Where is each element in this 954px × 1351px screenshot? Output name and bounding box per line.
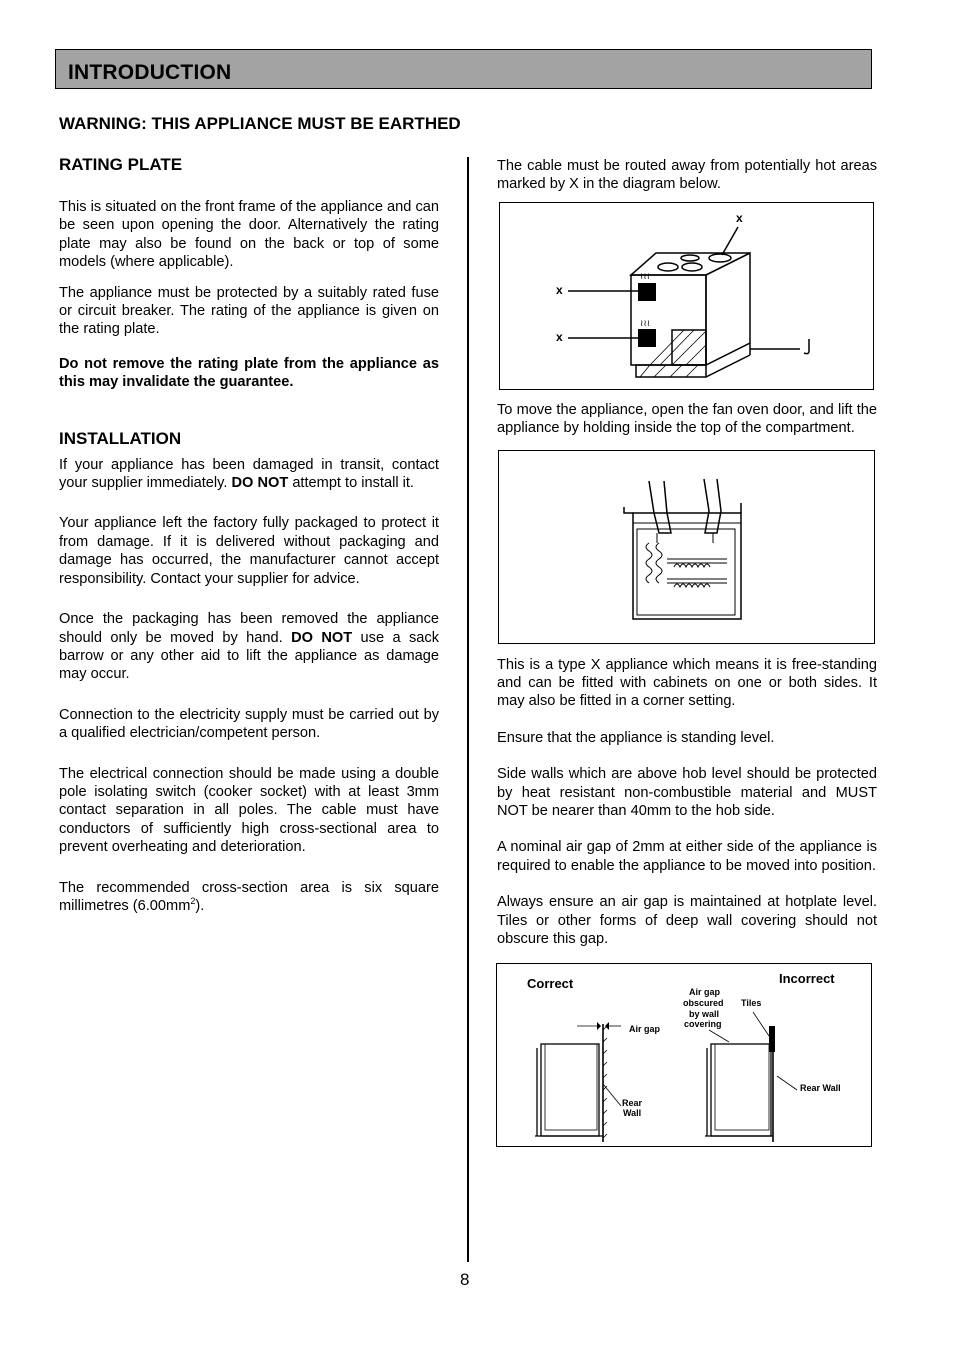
- hot-oven-area: [638, 329, 656, 347]
- cooker-side: [706, 253, 750, 365]
- earthing-warning: WARNING: THIS APPLIANCE MUST BE EARTHED: [59, 114, 461, 133]
- rating-plate-paragraph-2: The appliance must be protected by a suitably rated fuse or circuit breaker. The rating of the appliance is given on the rating plate.: [59, 284, 439, 338]
- superscript: 2: [190, 896, 196, 907]
- label-obscured-2: obscured: [683, 997, 724, 1008]
- hot-areas-diagram: [499, 202, 874, 390]
- label-wall: Wall: [623, 1107, 642, 1118]
- installation-paragraph-6: [59, 879, 439, 916]
- label-x-middle: x: [556, 282, 563, 297]
- installation-paragraph-4: Connection to the electricity supply must be carried out by a qualified electrician/competent person.: [59, 706, 439, 742]
- label-x-top: x: [736, 210, 743, 225]
- installation-paragraph-3: [59, 610, 439, 684]
- heat-symbol: ≀≀≀: [640, 270, 651, 281]
- label-rear-wall-right: Rear Wall: [800, 1082, 841, 1093]
- text-run: The recommended cross-section area is six square millimetres (6.00mm: [59, 879, 439, 914]
- label-obscured-3: by wall: [689, 1008, 720, 1019]
- label-obscured-1: Air gap: [689, 986, 721, 997]
- wall-tiles: [769, 1026, 775, 1052]
- cable-routing-paragraph: The cable must be routed away from potentially hot areas marked by X in the diagram below.: [497, 158, 877, 193]
- installation-paragraph-5: The electrical connection should be made using a double pole isolating switch (cooker socket) with at least 3mm contact separation in all poles. The cable must have conductors of sufficiently high cross-sectional area to prevent overheating and deterioration.: [59, 765, 439, 856]
- hot-grill-area: [638, 283, 656, 301]
- label-obscured-4: covering: [684, 1018, 722, 1029]
- text-run: Once the packaging has been removed the appliance should only be moved by hand.: [59, 611, 439, 646]
- text-run: attempt to install it.: [288, 475, 414, 492]
- air-gap-diagram: [496, 963, 872, 1147]
- incorrect-cooker: [711, 1044, 771, 1136]
- section-banner: [55, 49, 872, 89]
- moving-appliance-paragraph: To move the appliance, open the fan oven door, and lift the appliance by holding inside the top of the compartment.: [497, 401, 877, 437]
- type-x-paragraph: This is a type X appliance which means it is free-standing and can be fitted with cabinets on one or both sides. It may also be fitted in a corner setting.: [497, 656, 877, 710]
- rating-plate-heading: RATING PLATE: [59, 155, 183, 174]
- page-number: 8: [460, 1270, 470, 1289]
- door-edge: [624, 507, 633, 513]
- text-run: ).: [195, 897, 205, 914]
- label-correct: Correct: [527, 975, 574, 991]
- text-run: use a sack barrow or any other aid to lift the appliance as damage may occur.: [59, 629, 439, 683]
- installation-paragraph-2: Your appliance left the factory fully packaged to protect it from damage. If it is delivered without packaging and damage has occurred, the manufacturer cannot accept responsibility. Contact your supplier for advice.: [59, 515, 439, 587]
- left-column: [59, 154, 439, 915]
- hotplate-2: [682, 263, 702, 271]
- hotplate-4: [709, 254, 731, 262]
- left-arm: [649, 481, 671, 533]
- section-title: INTRODUCTION: [68, 61, 232, 84]
- level-paragraph: Ensure that the appliance is standing level.: [497, 729, 775, 746]
- label-air-gap: Air gap: [629, 1023, 661, 1034]
- air-gap-paragraph: A nominal air gap of 2mm at either side of the appliance is required to enable the appliance to be moved into position.: [497, 839, 877, 874]
- cooker-plinth: [636, 365, 706, 377]
- label-tiles: Tiles: [741, 997, 762, 1008]
- correct-cooker: [541, 1044, 599, 1136]
- emphasis-do-not: DO NOT: [231, 475, 289, 492]
- label-x-lower: x: [556, 329, 563, 344]
- installation-heading: INSTALLATION: [59, 428, 182, 448]
- hotplate-1: [658, 263, 678, 271]
- side-walls-paragraph: Side walls which are above hob level should be protected by heat resistant non-combustible material and MUST NOT be nearer than 40mm to the hob side.: [497, 766, 877, 820]
- text-run: If your appliance has been damaged in transit, contact your supplier immediately.: [59, 456, 439, 492]
- label-rear: Rear: [622, 1097, 643, 1108]
- hotplate-gap-paragraph: Always ensure an air gap is maintained at hotplate level. Tiles or other forms of deep wall covering should not obscure this gap.: [497, 894, 877, 948]
- heat-symbol: ≀≀≀: [640, 317, 651, 328]
- rating-plate-notice: Do not remove the rating plate from the appliance as this may invalidate the guarantee.: [59, 355, 439, 391]
- rating-plate-paragraph-1: This is situated on the front frame of the appliance and can be seen upon opening the door. Alternatively the rating plate may also be found on the back or top of some models (where applicable).: [59, 199, 439, 271]
- right-arm: [704, 479, 721, 533]
- emphasis-do-not: DO NOT: [291, 629, 353, 646]
- column-divider: [467, 157, 469, 1262]
- lifting-diagram: [498, 450, 875, 644]
- installation-paragraph-1: [59, 456, 439, 493]
- right-column: [497, 157, 877, 1147]
- hotplate-3: [681, 255, 699, 261]
- label-incorrect: Incorrect: [779, 970, 835, 986]
